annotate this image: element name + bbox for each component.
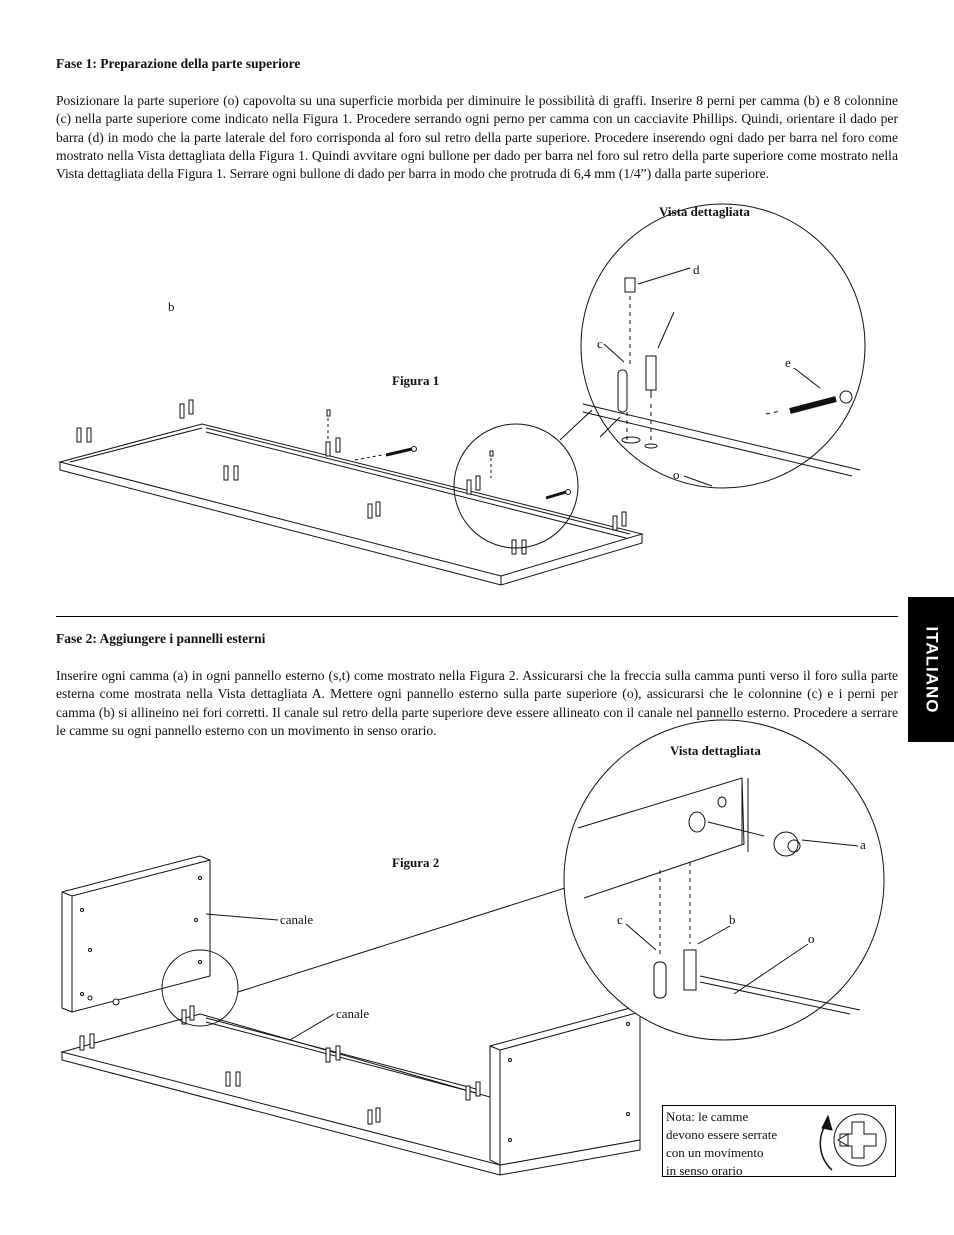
clockwise-note-text xyxy=(666,1108,777,1180)
figure-2-caption: Figura 2 xyxy=(392,855,440,870)
note-line-4: in senso orario xyxy=(666,1163,743,1178)
fig1-label-d: d xyxy=(693,262,700,277)
figure-2-detail-title: Vista dettagliata xyxy=(670,743,761,758)
figure-1-caption: Figura 1 xyxy=(392,373,440,388)
fig2-label-c: c xyxy=(617,912,623,927)
fig2-label-canale-lower: canale xyxy=(336,1006,370,1021)
language-side-tab-label: ITALIANO xyxy=(922,625,942,714)
clockwise-note-box xyxy=(662,1105,896,1177)
step1-instructions: Posizionare la parte superiore (o) capovolta su una superficie morbida per diminuire le possibilità di graffi. Inserire 8 perni per camma (b) e 8 colonnine (c) nella parte superiore come indicato nella Figura 1. Procedere serrando ogni perno per camma con un cacciavite Phillips. Quindi, orientare il dado per barra (d) in modo che la parte laterale del foro corrisponda al foro sul retro della parte superiore. Procedere inserendo ogni dado per barra nel foro come mostrato nella Vista dettagliata della Figura 1. Quindi avvitare ogni bullone per dado per barra nel foro sul retro della parte superiore come mostrato nella Vista dettagliata della Figura 1. Serrare ogni bullone di dado per barra in modo che protruda di 6,4 mm (1/4”) dalla parte superiore. xyxy=(56,93,898,182)
fig1-label-c: c xyxy=(597,336,603,351)
note-line-3: con un movimento xyxy=(666,1145,764,1160)
step2-instructions: Inserire ogni camma (a) in ogni pannello esterno (s,t) come mostrato nella Figura 2. Assicurarsi che la freccia sulla camma punti verso il foro sulla parte esterna come mostrata nella Vista dettagliata A. Mettere ogni pannello esterno sulla parte superiore (o), assicurarsi che le colonnine (c) e i perni per camma (b) si allineino nei fori corretti. Il canale sul retro della parte superiore deve essere allineato con il canale nel pannello esterno. Procedere a serrare le camme su ogni pannello esterno con un movimento in senso orario. xyxy=(56,668,898,738)
note-line-1: Nota: le camme xyxy=(666,1109,749,1124)
fig2-label-canale-upper: canale xyxy=(280,912,314,927)
step1-heading: Fase 1: Preparazione della parte superiore xyxy=(56,56,301,71)
fig2-label-b: b xyxy=(729,912,736,927)
left-outer-panel-drawing xyxy=(62,856,210,1012)
fig2-label-a: a xyxy=(860,837,866,852)
right-outer-panel-drawing xyxy=(490,1008,640,1165)
figure-1-detail-title: Vista dettagliata xyxy=(659,204,750,219)
step2-heading: Fase 2: Aggiungere i pannelli esterni xyxy=(56,631,266,646)
note-line-2: devono essere serrate xyxy=(666,1127,778,1142)
fig2-label-o: o xyxy=(808,931,815,946)
fig1-label-o: o xyxy=(673,467,680,482)
fig1-label-e: e xyxy=(785,355,791,370)
fig1-label-b: b xyxy=(168,299,175,314)
detail-circle-large-2 xyxy=(564,720,884,1040)
